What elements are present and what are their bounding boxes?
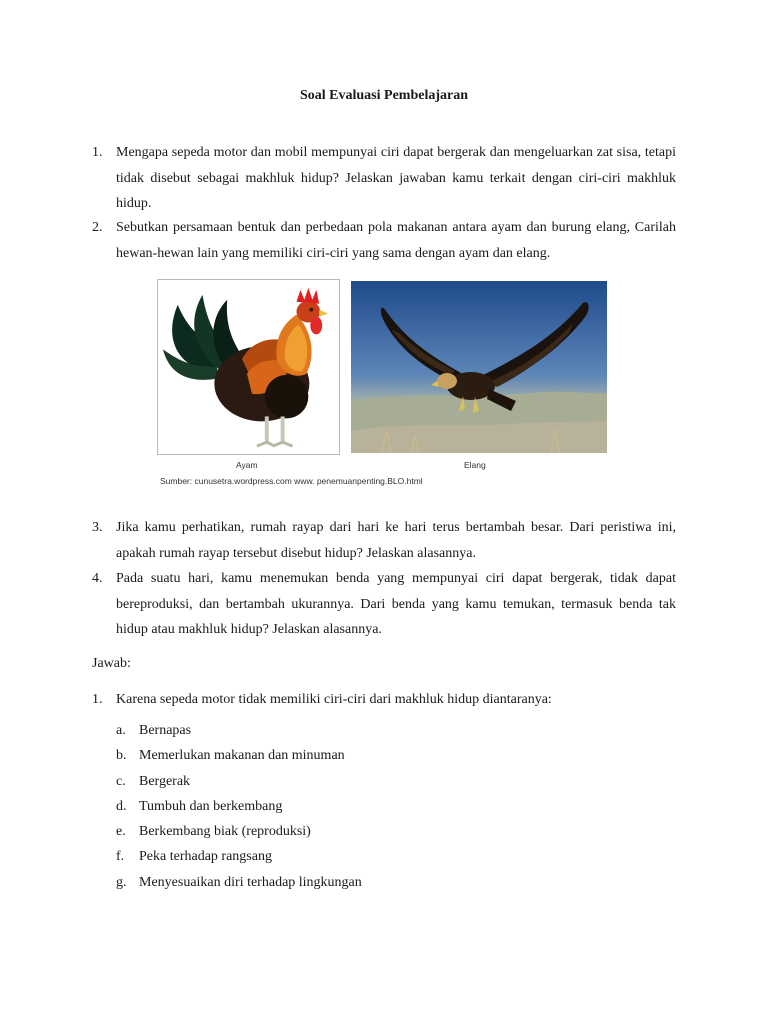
list-item <box>116 844 362 869</box>
caption-elang: Elang <box>464 460 486 470</box>
answer-1-list <box>116 718 362 895</box>
list-item <box>116 819 362 844</box>
list-letter: g. <box>116 874 127 890</box>
question-3 <box>92 515 676 566</box>
answer-number: 1. <box>92 692 103 707</box>
document-title: Soal Evaluasi Pembelajaran <box>299 88 468 103</box>
question-number: 3. <box>92 520 103 535</box>
eagle-image <box>351 281 607 453</box>
answer-text: Karena sepeda motor tidak memiliki ciri-ciri dari makhluk hidup diantaranya: <box>116 692 552 707</box>
question-text: Jika kamu perhatikan, rumah rayap dari hari ke hari terus bertambah besar. Dari peristiwa ini, apakah rumah rayap tersebut disebut hidup? Jelaskan alasannya. <box>116 520 676 561</box>
question-number: 2. <box>92 220 103 235</box>
list-item <box>116 718 362 743</box>
list-text: Tumbuh dan berkembang <box>139 798 283 814</box>
question-2 <box>92 215 676 266</box>
list-item <box>116 769 362 794</box>
question-number: 4. <box>92 571 103 586</box>
list-item <box>116 794 362 819</box>
question-4 <box>92 566 676 643</box>
animal-figure <box>154 279 614 491</box>
list-text: Menyesuaikan diri terhadap lingkungan <box>139 874 362 890</box>
list-letter: a. <box>116 723 126 738</box>
question-text: Mengapa sepeda motor dan mobil mempunyai ciri dapat bergerak dan mengeluarkan zat sisa, tetapi tidak disebut sebagai makhluk hidup? Jelaskan jawaban kamu terkait dengan ciri-ciri makhluk hidup. <box>116 145 676 211</box>
list-letter: e. <box>116 824 126 840</box>
list-letter: f. <box>116 849 125 865</box>
rooster-image <box>157 279 340 455</box>
list-item <box>116 743 362 768</box>
list-text: Berkembang biak (reproduksi) <box>139 824 311 840</box>
list-letter: d. <box>116 798 127 814</box>
question-number: 1. <box>92 145 103 160</box>
list-text: Memerlukan makanan dan minuman <box>139 748 345 764</box>
list-letter: b. <box>116 748 127 764</box>
caption-ayam: Ayam <box>236 460 258 470</box>
image-source: Sumber: cunusetra.wordpress.com www. penemuanpenting.BLO.html <box>160 476 423 486</box>
question-1 <box>92 140 676 217</box>
question-text: Pada suatu hari, kamu menemukan benda yang mempunyai ciri dapat bergerak, tidak dapat bereproduksi, dan bertambah ukurannya. Dari benda yang kamu temukan, termasuk benda tak hidup atau makhluk hidup? Jelaskan alasannya. <box>116 571 676 637</box>
list-text: Bernapas <box>139 723 192 738</box>
list-letter: c. <box>116 773 126 789</box>
list-text: Peka terhadap rangsang <box>139 849 272 865</box>
list-item <box>116 870 362 895</box>
answer-1 <box>92 692 676 708</box>
question-text: Sebutkan persamaan bentuk dan perbedaan pola makanan antara ayam dan burung elang, Carilah hewan-hewan lain yang memiliki ciri-ciri yang sama dengan ayam dan elang. <box>116 220 676 261</box>
list-text: Bergerak <box>139 773 191 789</box>
answer-label: Jawab: <box>92 656 131 671</box>
